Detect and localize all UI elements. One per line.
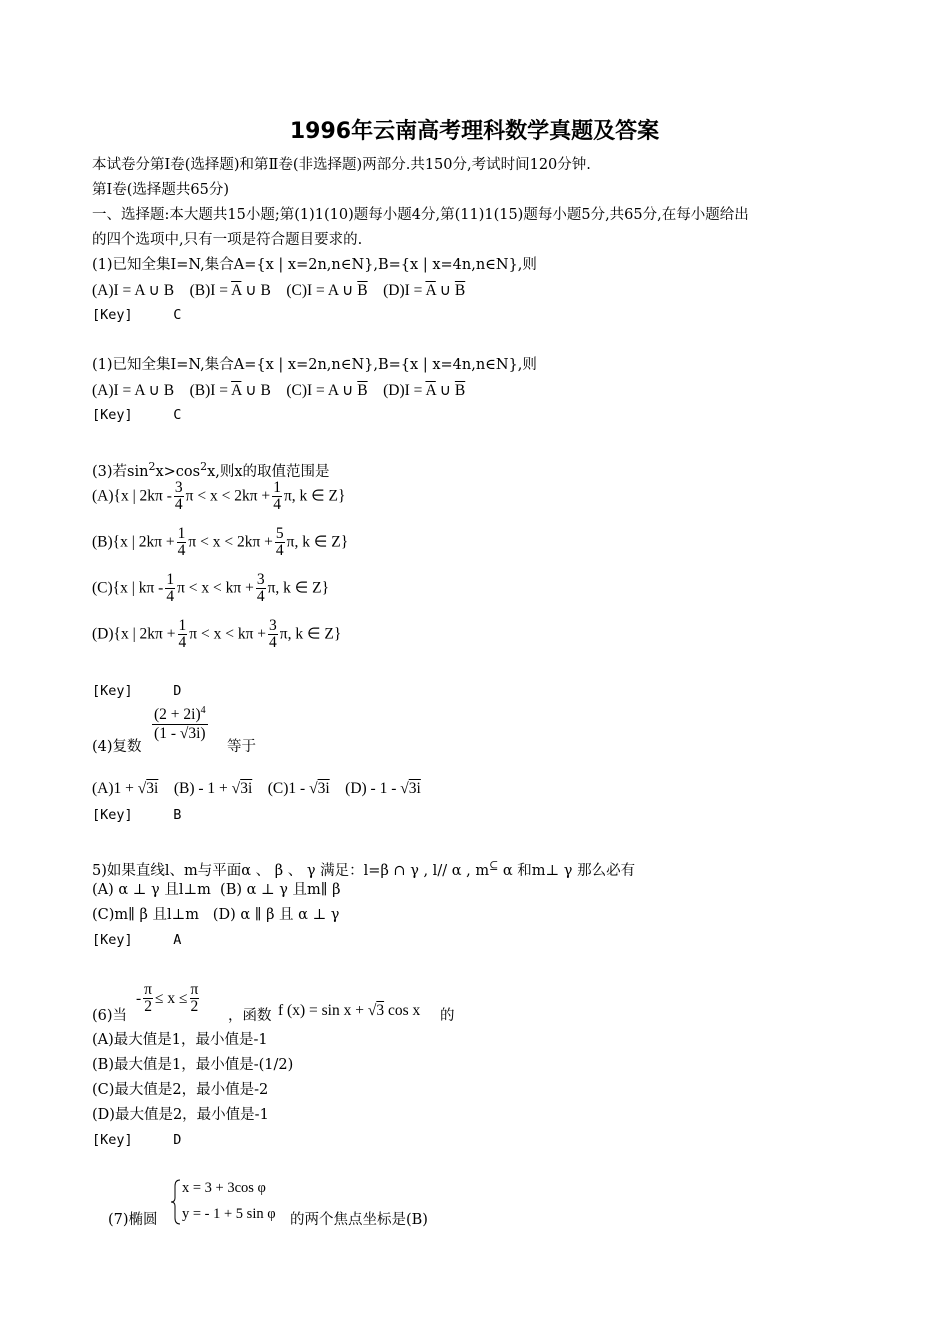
q4-suffix: 等于 (227, 739, 256, 755)
q4-numerator: $(2 + 2i)^4$ (154, 705, 206, 724)
q3-stem: (3)若$\sin^2x>\cos^2x$,则x的取值范围是 (92, 460, 330, 480)
q4-option-d: (D) - 1 - √3i (345, 780, 421, 797)
q1-option-a: (A)I = A ∪ B (92, 282, 175, 299)
q6-function: f (x) = sin x + √3 cos x (278, 1002, 421, 1019)
q2-option-b: $(B)I = \overline{A}$ ∪ B (189, 382, 271, 399)
q5-options-cd: (C)m∥ β 且l⊥m (D) α ∥ β 且 α ⊥ γ (92, 907, 340, 923)
q3-option-a: (A){x | 2kπ - $\frac{3}{4}$ π < x < 2kπ + $\frac{1}{4}$ π, k ∈ Z} (92, 479, 346, 514)
q5-stem: 5)如果直线l、m与平面α 、 β 、 γ 满足：l=β ∩ γ , l// α , m⊆ α 和m⊥ γ 那么必有 (92, 859, 636, 879)
q2-option-a: (A)I = A ∪ B (92, 382, 175, 399)
q6-key: [Key] D (92, 1132, 182, 1148)
q2-stem: (1)已知全集I=N,集合A={x | x=2n,n∈N},B={x | x=4n,n∈N},则 (92, 357, 537, 373)
q6-option-a: (A)最大值是1，最小值是-1 (92, 1032, 268, 1048)
q6-option-b: (B)最大值是1，最小值是-(1/2) (92, 1057, 294, 1073)
q5-key: [Key] A (92, 932, 182, 948)
q7-prefix: (7)椭圆 (108, 1212, 158, 1228)
q3-option-c: (C){x | kπ - $\frac{1}{4}$ π < x < kπ + $\frac{3}{4}$ π, k ∈ Z} (92, 571, 330, 606)
q7-equation-y: y = - 1 + 5 sin φ (182, 1206, 276, 1222)
q2-option-c: (C)I = A ∪ $\overline{B}$ (286, 382, 368, 399)
intro-line-3: 一、选择题:本大题共15小题;第(1)1(10)题每小题4分,第(11)1(15)题每小题5分,共65分,在每小题给出 (92, 207, 749, 223)
q2-option-d: $(D)I = \overline{A}$ ∪ $\overline{B}$ (383, 382, 466, 399)
q4-option-c: (C)1 - √3i (267, 780, 330, 797)
q7-equation-x: x = 3 + 3cos φ (182, 1180, 266, 1196)
q4-option-b: (B) - 1 + √3i (173, 780, 253, 797)
q2-options (92, 381, 465, 400)
q1-option-b: $(B)I = \overline{A}$ ∪ B (189, 282, 271, 299)
q6-domain: - $\frac{\pi}{2}$ ≤ x ≤ $\frac{\pi}{2}$ (136, 981, 199, 1016)
q6-suffix: 的 (440, 1008, 455, 1024)
q4-option-a: (A)1 + √3i (92, 780, 159, 797)
q4-key: [Key] B (92, 807, 182, 823)
q7-suffix: 的两个焦点坐标是(B) (290, 1212, 428, 1228)
q1-option-d: $(D)I = \overline{A}$ ∪ $\overline{B}$ (383, 282, 466, 299)
q4-fraction (152, 705, 208, 743)
q3-option-b: (B){x | 2kπ + $\frac{1}{4}$ π < x < 2kπ + $\frac{5}{4}$ π, k ∈ Z} (92, 525, 349, 560)
q1-options (92, 281, 465, 300)
q4-denominator: (1 - √3i) (152, 724, 208, 743)
q6-prefix: (6)当 (92, 1008, 128, 1024)
q6-option-c: (C)最大值是2，最小值是-2 (92, 1082, 269, 1098)
q4-options (92, 780, 421, 798)
q7-brace (170, 1178, 182, 1226)
page-title: 1996年云南高考理科数学真题及答案 (289, 119, 660, 144)
intro-line-2: 第Ⅰ卷(选择题共65分) (92, 182, 229, 198)
q1-stem: (1)已知全集I=N,集合A={x | x=2n,n∈N},B={x | x=4n,n∈N},则 (92, 257, 537, 273)
q1-key: [Key] C (92, 307, 182, 323)
intro-line-1: 本试卷分第Ⅰ卷(选择题)和第Ⅱ卷(非选择题)两部分.共150分,考试时间120分钟. (92, 157, 591, 173)
q3-option-d: (D){x | 2kπ + $\frac{1}{4}$ π < x < kπ + $\frac{3}{4}$ π, k ∈ Z} (92, 617, 342, 652)
q6-comma: ，函数 (228, 1008, 272, 1024)
q1-option-c: (C)I = A ∪ $\overline{B}$ (286, 282, 368, 299)
q6-option-d: (D)最大值是2，最小值是-1 (92, 1107, 269, 1123)
q4-prefix: (4)复数 (92, 739, 142, 755)
intro-line-4: 的四个选项中,只有一项是符合题目要求的. (92, 232, 363, 248)
q5-options-ab: (A) α ⊥ γ 且l⊥m (B) α ⊥ γ 且m∥ β (92, 882, 341, 898)
q3-key: [Key] D (92, 683, 182, 699)
q2-key: [Key] C (92, 407, 182, 423)
